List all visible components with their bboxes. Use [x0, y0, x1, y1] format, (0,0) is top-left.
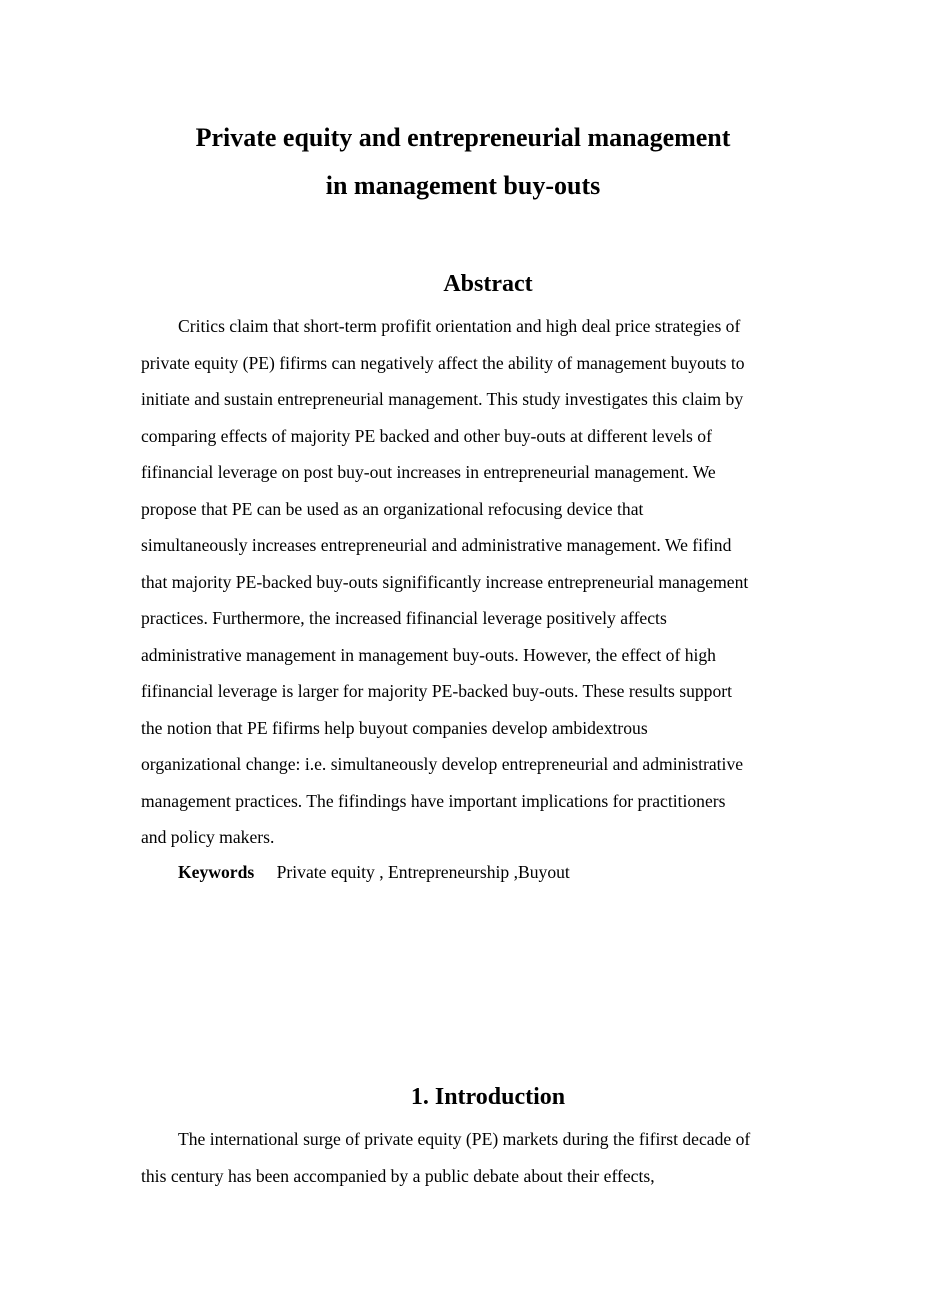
abstract-line: simultaneously increases entrepreneurial and administrative management. We fifind	[141, 535, 732, 555]
abstract-line: Critics claim that short-term profifit orientation and high deal price strategies of	[178, 316, 741, 336]
keywords-label: Keywords	[178, 862, 255, 882]
abstract-line: the notion that PE fifirms help buyout companies develop ambidextrous	[141, 717, 648, 738]
introduction-line: The international surge of private equity (PE) markets during the fifirst decade of	[178, 1129, 751, 1149]
abstract-body	[141, 308, 801, 856]
abstract-line: and policy makers.	[141, 827, 275, 847]
keywords-value: Private equity , Entrepreneurship ,Buyout	[276, 862, 570, 882]
abstract-line: that majority PE-backed buy-outs signifificantly increase entrepreneurial management	[141, 571, 749, 592]
paper-title-line-2: in management buy-outs	[325, 171, 601, 200]
paper-title-line-1: Private equity and entrepreneurial management	[195, 123, 731, 152]
abstract-line: organizational change: i.e. simultaneously develop entrepreneurial and administrative	[141, 754, 744, 774]
abstract-line: administrative management in management buy-outs. However, the effect of high	[141, 644, 716, 665]
abstract-line: management practices. The fifindings have important implications for practitioners	[141, 790, 726, 811]
abstract-heading: Abstract	[443, 271, 533, 297]
keywords	[178, 855, 570, 889]
introduction-line: this century has been accompanied by a public debate about their effects,	[141, 1165, 655, 1186]
abstract-line: comparing effects of majority PE backed and other buy-outs at different levels of	[141, 425, 712, 446]
abstract-line: private equity (PE) fifirms can negatively affect the ability of management buyouts to	[141, 352, 745, 373]
abstract-line: fifinancial leverage is larger for majority PE-backed buy-outs. These results support	[141, 681, 733, 701]
abstract-line: fifinancial leverage on post buy-out increases in entrepreneurial management. We	[141, 462, 716, 482]
abstract-line: practices. Furthermore, the increased fifinancial leverage positively affects	[141, 608, 667, 628]
abstract-line: initiate and sustain entrepreneurial management. This study investigates this claim by	[141, 389, 744, 409]
introduction-heading: 1. Introduction	[410, 1084, 566, 1110]
introduction-body	[141, 1121, 801, 1194]
abstract-line: propose that PE can be used as an organizational refocusing device that	[141, 498, 644, 519]
